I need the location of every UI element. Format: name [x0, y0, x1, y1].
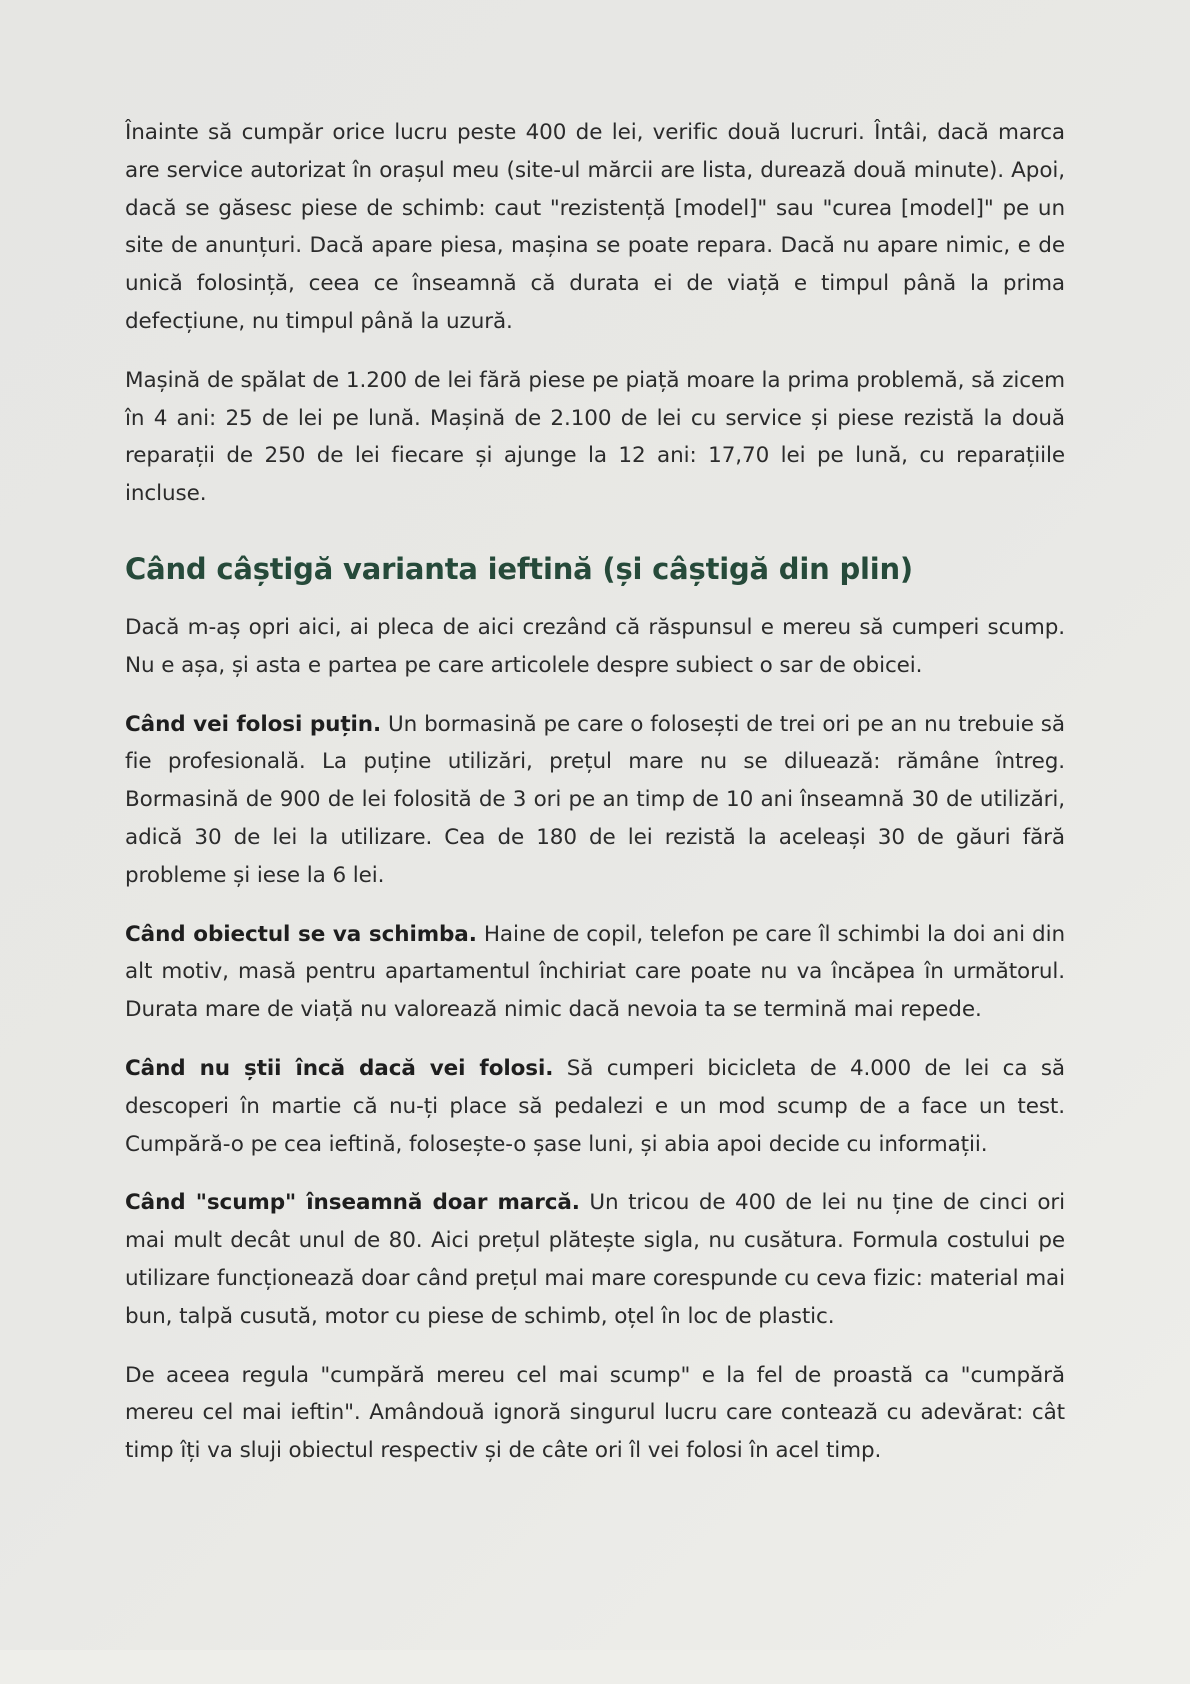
paragraph-case-object-changes [125, 916, 1065, 1029]
section-heading: Când câștigă varianta ieftină (și câștigă din plin) [125, 551, 913, 586]
article-body [125, 114, 1065, 1491]
paragraph-case-low-use [125, 706, 1065, 895]
case-lead: Când obiectul se va schimba. [125, 921, 477, 947]
paragraph-washing-machine-example: Mașină de spălat de 1.200 de lei fără piese pe piață moare la prima problemă, să zicem în 4 ani: 25 de lei pe lună. Mașină de 2.100 de lei cu service și piese rezistă la două reparații de 250 de lei fiecare și ajunge la 12 ani: 17,70 lei pe lună, cu reparațiile incluse. [125, 367, 1065, 507]
paragraph-closing: De aceea regula "cumpără mereu cel mai scump" e la fel de proastă ca "cumpără mereu cel mai ieftin". Amândouă ignoră singurul lucru care contează cu adevărat: cât timp îți va sluji obiectul respectiv și de câte ori îl vei folosi în acel timp. [125, 1362, 1065, 1464]
case-lead: Când nu știi încă dacă vei folosi. [125, 1055, 554, 1081]
case-lead: Când "scump" înseamnă doar marcă. [125, 1190, 580, 1216]
paragraph-service-check: Înainte să cumpăr orice lucru peste 400 de lei, verific două lucruri. Întâi, dacă marca are service autorizat în orașul meu (site-ul mărcii are lista, durează două minute). Apoi, dacă se găsesc piese de schimb: caut "rezistență [model]" sau "curea [model]" pe un site de anunțuri. Dacă apare piesa, mașina se poate repara. Dacă nu apare nimic, e de unică folosință, ceea ce înseamnă că durata ei de viață e timpul până la prima defecțiune, nu timpul până la uzură. [125, 120, 1065, 334]
case-text: Un bormasină pe care o folosești de trei ori pe an nu trebuie să fie profesională. La puține utilizări, prețul mare nu se diluează: rămâne întreg. Bormasină de 900 de lei folosită de 3 ori pe an timp de 10 ani înseamnă 30 de utilizări, adică 30 de lei la utilizare. Cea de 180 de lei rezistă la aceleași 30 de găuri fără probleme și iese la 6 lei. [125, 711, 1065, 888]
paragraph-section-intro: Dacă m-aș opri aici, ai pleca de aici crezând că răspunsul e mereu să cumperi scump. Nu e așa, și asta e partea pe care articolele despre subiect o sar de obicei. [125, 614, 1065, 678]
paragraph-case-unknown-use [125, 1050, 1065, 1163]
case-text: Haine de copil, telefon pe care îl schimbi la doi ani din alt motiv, masă pentru apartamentul închiriat care poate nu va încăpea în următorul. Durata mare de viață nu valorează nimic dacă nevoia ta se termină mai repede. [125, 921, 1065, 1023]
paragraph-case-brand-only [125, 1184, 1065, 1335]
case-lead: Când vei folosi puțin. [125, 711, 382, 737]
case-text: Să cumperi bicicleta de 4.000 de lei ca să descoperi în martie că nu-ți place să pedalezi e un mod scump de a face un test. Cumpără-o pe cea ieftină, folosește-o șase luni, și abia apoi decide cu informații. [125, 1055, 1065, 1157]
case-text: Un tricou de 400 de lei nu ține de cinci ori mai mult decât unul de 80. Aici prețul plătește sigla, nu cusătura. Formula costului pe utilizare funcționează doar când prețul mai mare corespunde cu ceva fizic: material mai bun, talpă cusută, motor cu piese de schimb, oțel în loc de plastic. [125, 1190, 1065, 1329]
